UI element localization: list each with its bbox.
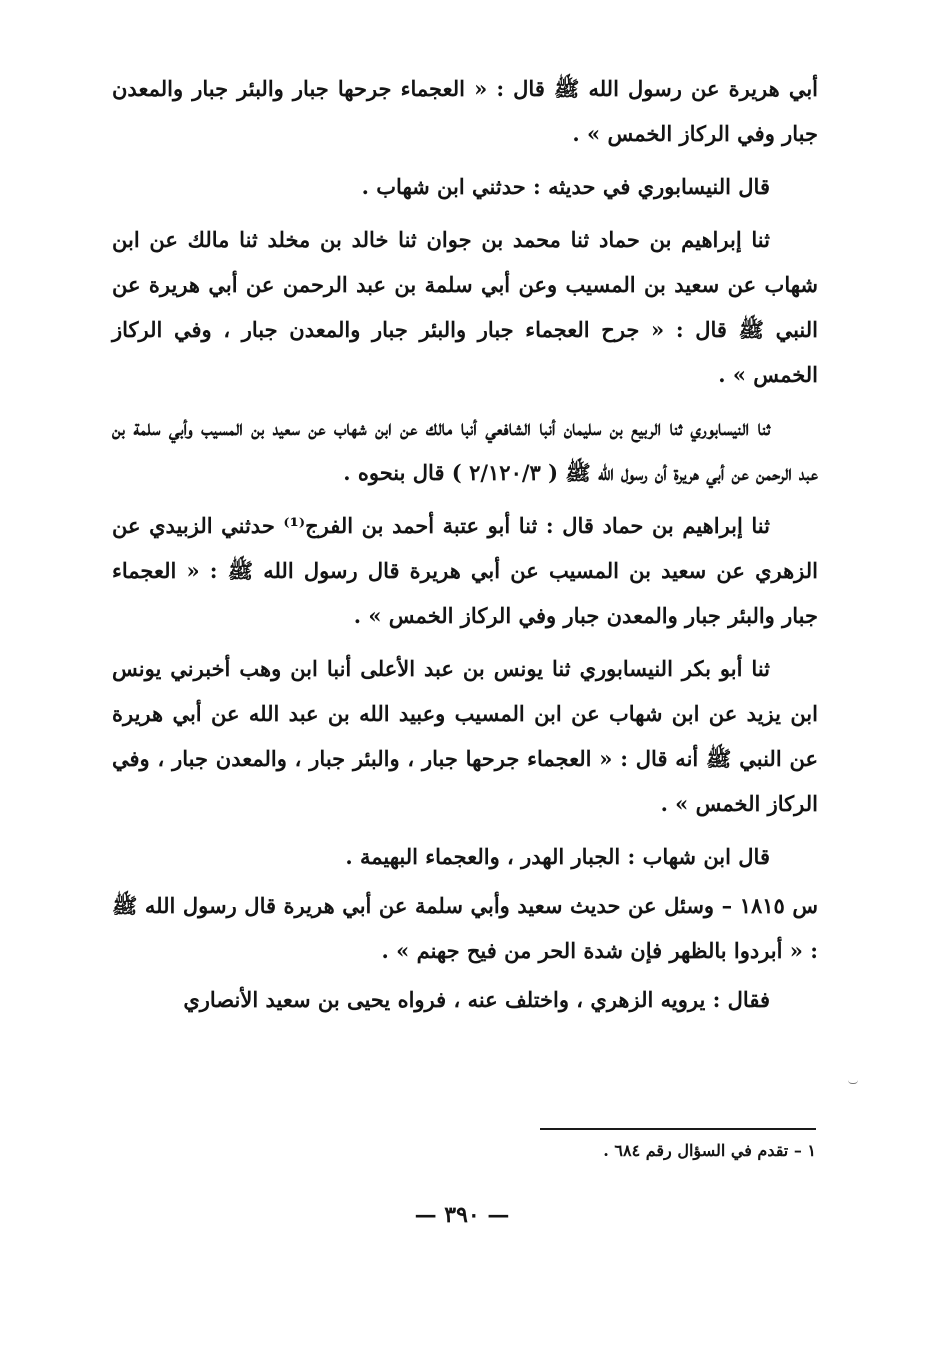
main-text [112, 66, 818, 1022]
page-number: — ٣٩٠ — [414, 1202, 510, 1228]
paragraph-ibn-shihab-definition: قال ابن شهاب : الجبار الهدر ، والعجماء البهيمة . [345, 844, 770, 869]
scan-mark [848, 1080, 858, 1084]
paragraph-naysaburi-note: قال النيسابوري في حديثه : حدثني ابن شهاب . [361, 174, 770, 199]
footnote-divider [540, 1128, 816, 1130]
paragraph-abu-bakr-isnad: ثنا أبو بكر النيسابوري ثنا يونس بن عبد الأعلى أنبا ابن وهب أخبرني يونس ابن يزيد عن ابن شهاب عن ابن المسيب وعبيد الله بن عبد الله عن أبي هريرة عن النبي ﷺ أنه قال : « العجماء جرحها جبار ، والبئر جبار ، والمعدن جبار ، وفي الركاز الخمس » . [112, 656, 818, 816]
footnote: ١ – تقدم في السؤال رقم ٦٨٤ . [603, 1141, 816, 1160]
paragraph-naysaburi-rabi-isnad: ثنا النيسابوري ثنا الربيع بن سليمان أنبا الشافعي أنبا مالك عن ابن شهاب عن سعيد بن المسيب وأبي سلمة بن عبد الرحمن عن أبي هريرة أن رسول الله ﷺ ( ٢/١٢٠/٣ ) قال بنحوه . [112, 415, 818, 485]
question-1815: س ١٨١٥ – وسئل عن حديث سعيد وأبي سلمة عن أبي هريرة قال رسول الله ﷺ : « أبردوا بالظهر فإن شدة الحر من فيح جهنم » . [112, 893, 818, 963]
paragraph-answer: فقال : يرويه الزهري ، واختلف عنه ، فرواه يحيى بن سعيد الأنصاري [183, 987, 770, 1012]
paragraph-ibrahim-hammad-isnad: ثنا إبراهيم بن حماد ثنا محمد بن جوان ثنا خالد بن مخلد ثنا مالك عن ابن شهاب عن سعيد بن المسيب وعن أبي سلمة بن عبد الرحمن عن أبي هريرة عن النبي ﷺ قال : « جرح العجماء جبار والبئر جبار والمعدن جبار ، وفي الركاز الخمس » . [112, 227, 818, 387]
paragraph-abu-utbah-isnad: ثنا إبراهيم بن حماد قال : ثنا أبو عتبة أحمد بن الفرج⁽¹⁾ حدثني الزبيدي عن الزهري عن سعيد بن المسيب عن أبي هريرة قال رسول الله ﷺ : « العجماء جبار والبئر جبار والمعدن جبار وفي الركاز الخمس » . [112, 513, 818, 628]
paragraph-continuation: أبي هريرة عن رسول الله ﷺ قال : « العجماء جرحها جبار والبئر جبار والمعدن جبار وفي الركاز الخمس » . [112, 76, 818, 146]
